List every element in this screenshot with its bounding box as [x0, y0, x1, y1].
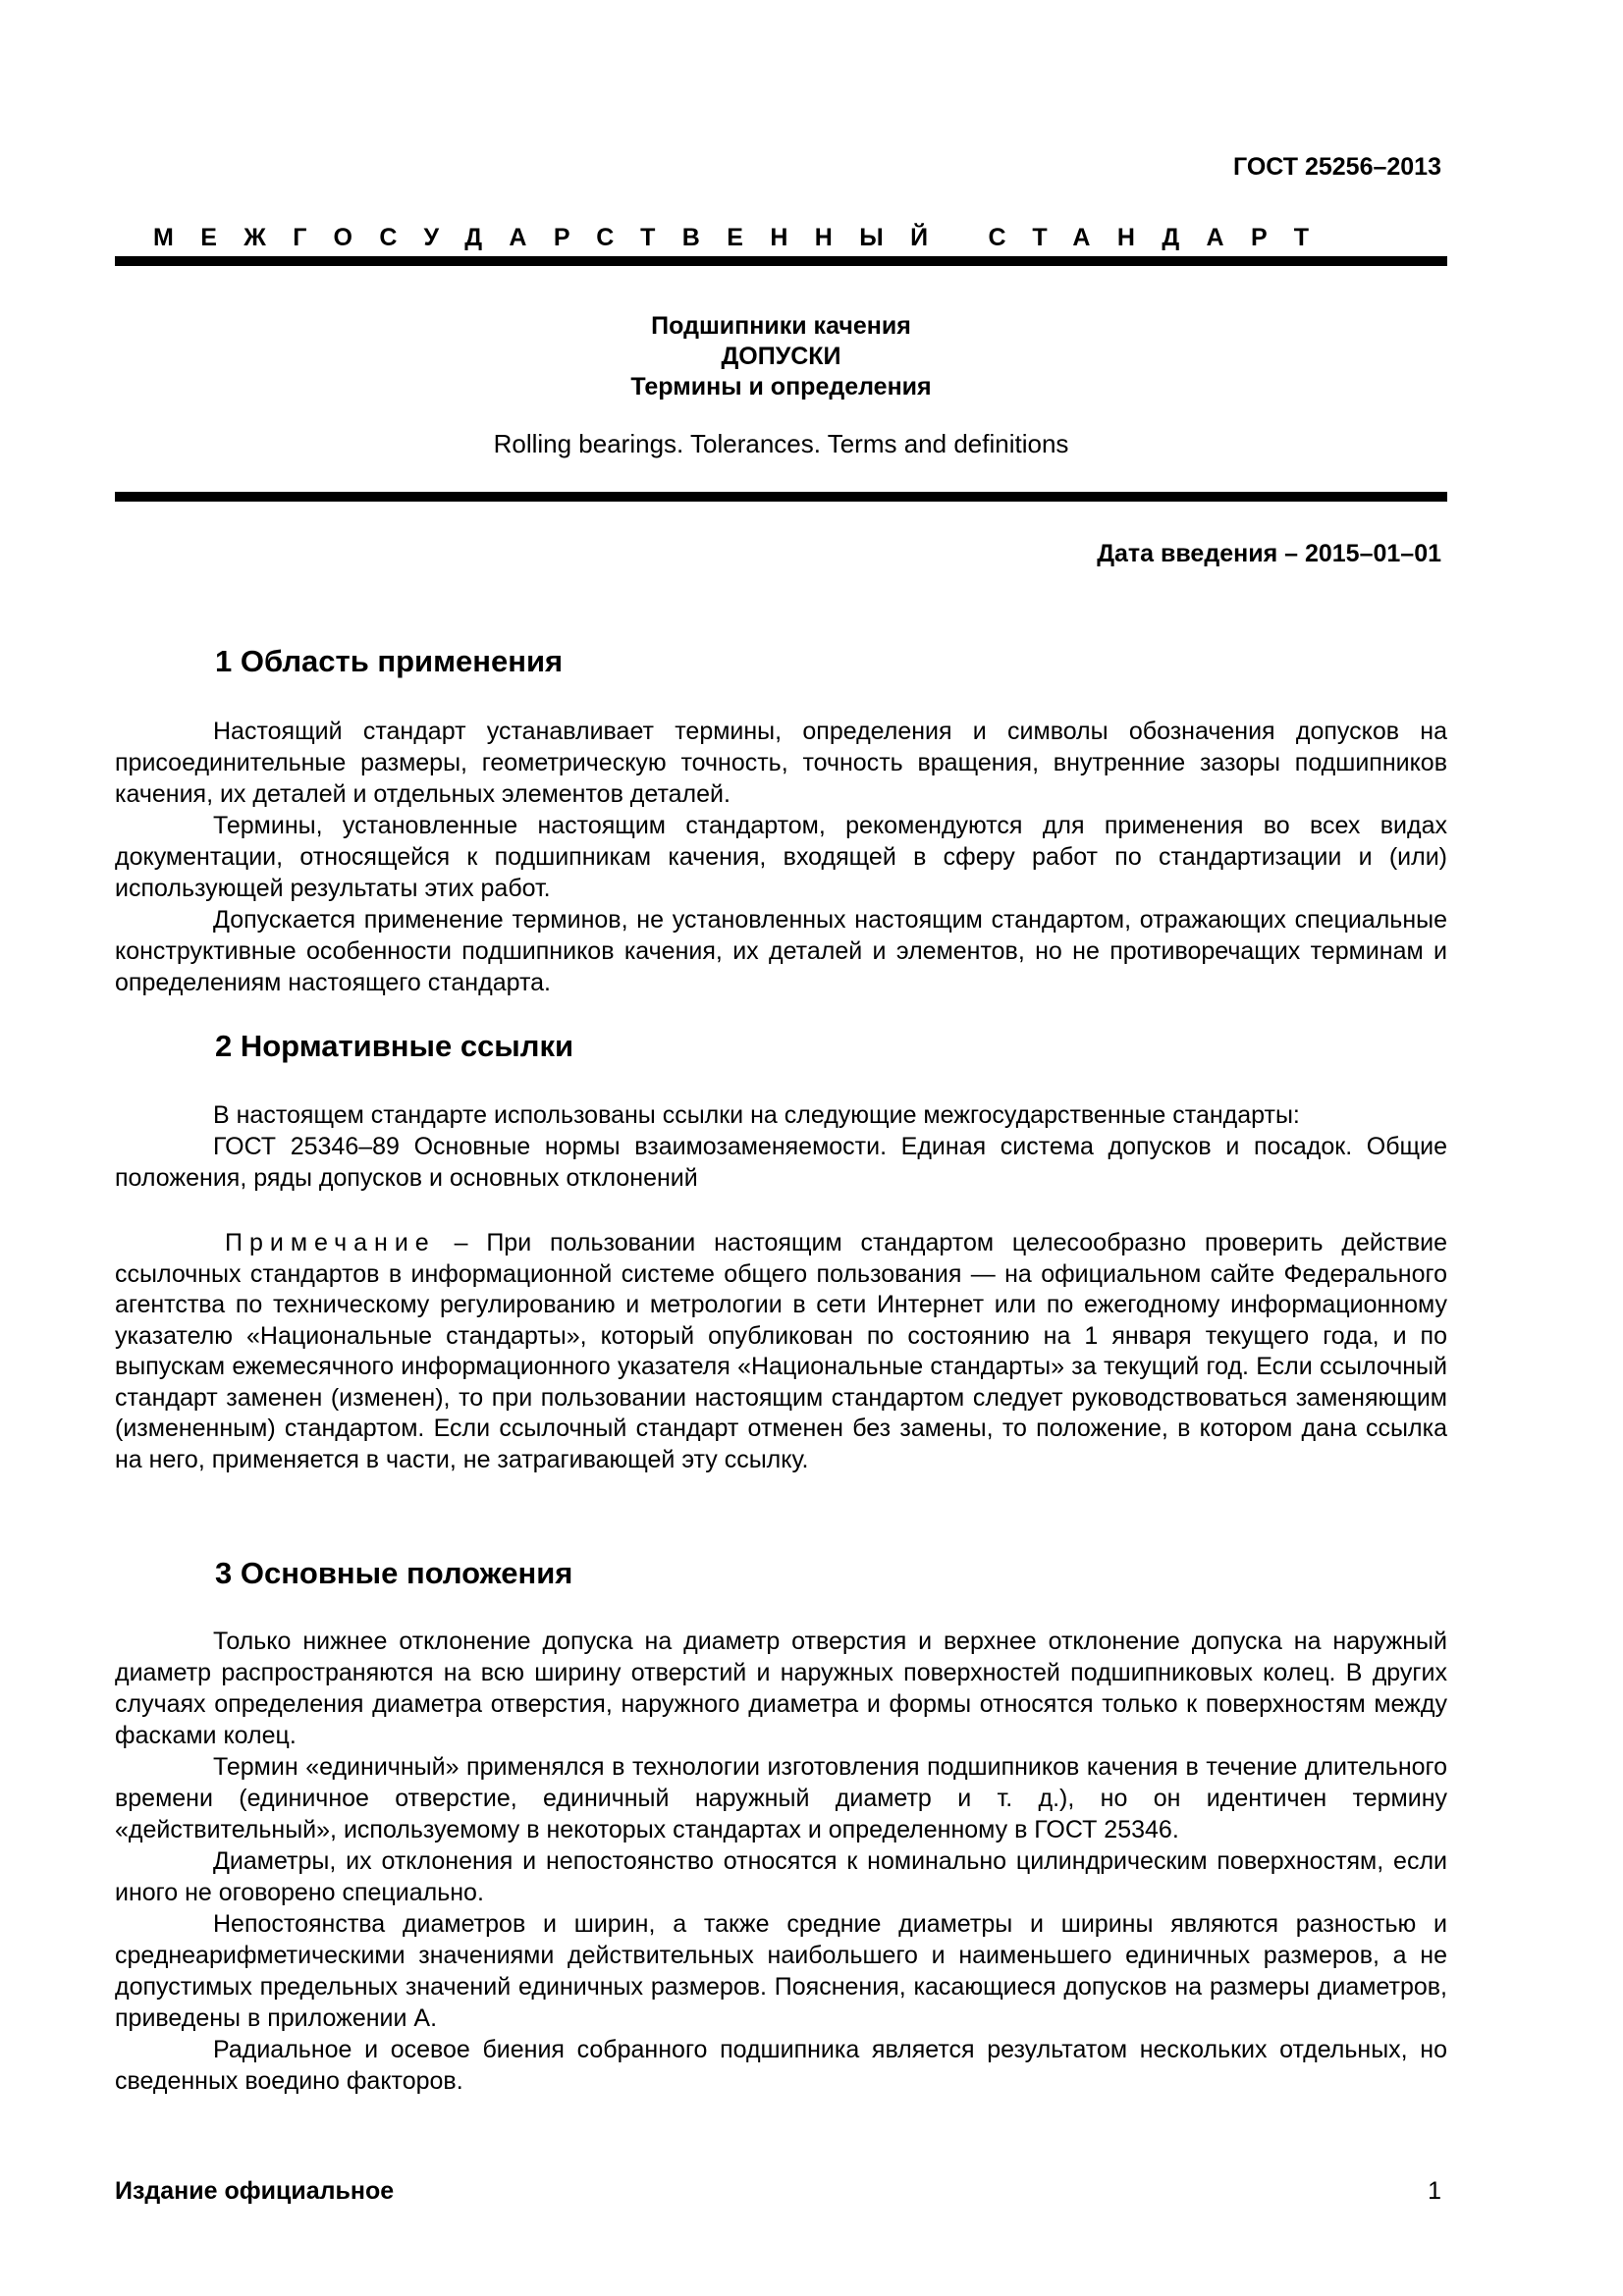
- official-edition-label: Издание официальное: [115, 2177, 395, 2205]
- note-label: Примечание: [225, 1229, 436, 1256]
- section-1-paragraph-2: Термины, установленные настоящим стандартом, рекомендуются для применения во всех видах документации, относящейся к подшипникам качения, входящей в сферу работ по стандартизации и (или) использующей результаты этих работ.: [115, 812, 1447, 902]
- introduction-date: Дата введения – 2015–01–01: [1097, 540, 1441, 567]
- section-3-paragraph-3: Диаметры, их отклонения и непостоянство относятся к номинально цилиндрическим поверхностям, если иного не оговорено специально.: [115, 1847, 1447, 1906]
- section-2-reference: ГОСТ 25346–89 Основные нормы взаимозаменяемости. Единая система допусков и посадок. Общие положения, ряды допусков и основных отклонений: [115, 1133, 1447, 1192]
- section-1-paragraph-1: Настоящий стандарт устанавливает термины, определения и символы обозначения допусков на присоединительные размеры, геометрическую точность, точность вращения, внутренние зазоры подшипников качения, их деталей и отдельных элементов деталей.: [115, 718, 1447, 808]
- document-title: [115, 311, 1447, 402]
- note-text: – При пользовании настоящим стандартом целесообразно проверить действие ссылочных стандартов в информационной системе общего пользования — на официальном сайте Федерального агентства по техническому регулированию и метрологии в сети Интернет или по ежегодному информационному указателю «Национальные стандарты», который опубликован по состоянию на 1 января текущего года, и по выпускам ежемесячного информационного указателя «Национальные стандарты» за текущий год. Если ссылочный стандарт заменен (изменен), то при пользовании настоящим стандартом следует руководствоваться заменяющим (измененным) стандартом. Если ссылочный стандарт отменен без замены, то положение, в котором дана ссылка на него, применяется в части, не затрагивающей эту ссылку.: [115, 1229, 1447, 1473]
- english-title: Rolling bearings. Tolerances. Terms and definitions: [493, 429, 1069, 458]
- top-rule-divider: [115, 256, 1447, 266]
- bottom-rule-divider: [115, 492, 1447, 502]
- banner-word-standard: СТАНДАРТ: [988, 224, 1336, 251]
- title-line-1: Подшипники качения: [651, 312, 911, 340]
- section-2-note: [115, 1228, 1447, 1475]
- section-2-body: [115, 1099, 1447, 1194]
- section-2-paragraph-1: В настоящем стандарте использованы ссылки на следующие межгосударственные стандарты:: [213, 1101, 1300, 1129]
- section-3-paragraph-4: Непостоянства диаметров и ширин, а также средние диаметры и ширины являются разностью и среднеарифметическими значениями действительных наибольшего и наименьшего единичных размеров, а не допустимых предельных значений единичных размеров. Пояснения, касающиеся допусков на размеры диаметров, приведены в приложении А.: [115, 1910, 1447, 2032]
- document-number: ГОСТ 25256–2013: [1233, 153, 1441, 181]
- section-3-body: [115, 1626, 1447, 2097]
- interstate-standard-banner: [153, 224, 1449, 252]
- title-line-3: Термины и определения: [630, 373, 932, 400]
- section-3-paragraph-1: Только нижнее отклонение допуска на диаметр отверстия и верхнее отклонение допуска на наружный диаметр распространяются на всю ширину отверстий и наружных поверхностей подшипниковых колец. В других случаях определения диаметра отверстия, наружного диаметра и формы относятся только к поверхностям между фасками колец.: [115, 1628, 1447, 1749]
- section-1-body: [115, 716, 1447, 998]
- page-number: 1: [1428, 2177, 1441, 2205]
- section-1-heading: 1 Область применения: [215, 644, 564, 678]
- section-2-heading: 2 Нормативные ссылки: [215, 1029, 574, 1063]
- banner-word-interstate: МЕЖГОСУДАРСТВЕННЫЙ: [153, 224, 955, 251]
- title-line-2: ДОПУСКИ: [721, 343, 841, 370]
- section-1-paragraph-3: Допускается применение терминов, не установленных настоящим стандартом, отражающих специальные конструктивные особенности подшипников качения, их деталей и элементов, но не противоречащих терминам и определениям настоящего стандарта.: [115, 906, 1447, 996]
- section-3-paragraph-5: Радиальное и осевое биения собранного подшипника является результатом нескольких отдельных, но сведенных воедино факторов.: [115, 2036, 1447, 2095]
- section-3-paragraph-2: Термин «единичный» применялся в технологии изготовления подшипников качения в течение длительного времени (единичное отверстие, единичный наружный диаметр и т. д.), но он идентичен термину «действительный», используемому в некоторых стандартах и определенному в ГОСТ 25346.: [115, 1753, 1447, 1843]
- section-3-heading: 3 Основные положения: [215, 1556, 573, 1590]
